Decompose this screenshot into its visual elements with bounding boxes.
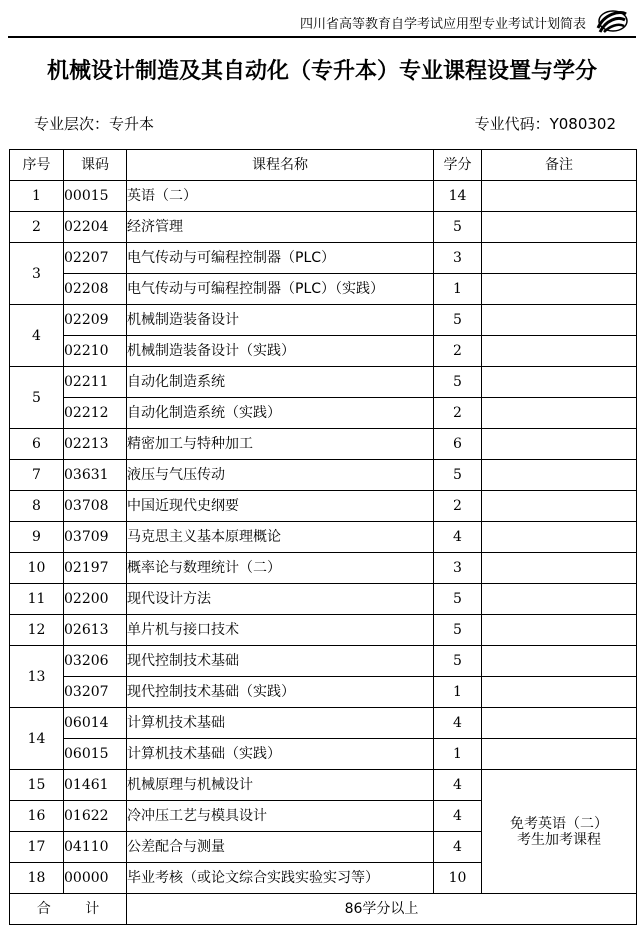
- row-course-credit: 5: [434, 212, 482, 243]
- row-course-credit: 5: [434, 305, 482, 336]
- column-header-name: 课程名称: [127, 150, 434, 181]
- row-course-credit: 2: [434, 491, 482, 522]
- row-course-code: 02197: [64, 553, 127, 584]
- column-header-code: 课码: [64, 150, 127, 181]
- row-course-credit: 1: [434, 274, 482, 305]
- row-course-name: 毕业考核（或论文综合实践实验实习等）: [127, 863, 434, 894]
- row-course-credit: 5: [434, 367, 482, 398]
- row-course-name: 英语（二）: [127, 181, 434, 212]
- column-header-note: 备注: [482, 150, 637, 181]
- row-course-credit: 4: [434, 770, 482, 801]
- row-course-credit: 5: [434, 584, 482, 615]
- row-course-name: 经济管理: [127, 212, 434, 243]
- course-table-body: [10, 181, 637, 894]
- row-course-name: 自动化制造系统: [127, 367, 434, 398]
- row-course-name: 公差配合与测量: [127, 832, 434, 863]
- table-row: [10, 491, 637, 522]
- row-course-credit: 2: [434, 336, 482, 367]
- row-course-code: 03631: [64, 460, 127, 491]
- row-seq: 14: [10, 708, 64, 770]
- row-course-code: 02613: [64, 615, 127, 646]
- table-row: [10, 646, 637, 677]
- table-row: [10, 305, 637, 336]
- total-label: 合 计: [10, 894, 127, 925]
- row-seq: 15: [10, 770, 64, 801]
- major-code: 专业代码：Y080302: [474, 115, 616, 133]
- table-row: [10, 460, 637, 491]
- row-course-credit: 4: [434, 522, 482, 553]
- row-note: [482, 181, 637, 212]
- row-note: [482, 367, 637, 398]
- row-course-credit: 1: [434, 739, 482, 770]
- row-note: [482, 677, 637, 708]
- row-course-code: 02200: [64, 584, 127, 615]
- row-course-code: 03709: [64, 522, 127, 553]
- row-course-credit: 2: [434, 398, 482, 429]
- row-course-credit: 3: [434, 553, 482, 584]
- row-course-code: 02211: [64, 367, 127, 398]
- table-row: [10, 739, 637, 770]
- row-seq: 4: [10, 305, 64, 367]
- table-row: [10, 770, 637, 801]
- course-table: [9, 149, 637, 925]
- row-seq: 17: [10, 832, 64, 863]
- table-row: [10, 708, 637, 739]
- row-note: [482, 646, 637, 677]
- row-course-name: 计算机技术基础（实践）: [127, 739, 434, 770]
- note-line-2: 考生加考课程: [517, 831, 601, 848]
- row-note: [482, 274, 637, 305]
- row-course-credit: 14: [434, 181, 482, 212]
- row-course-credit: 4: [434, 708, 482, 739]
- row-course-code: 02210: [64, 336, 127, 367]
- row-course-credit: 5: [434, 460, 482, 491]
- row-seq: 16: [10, 801, 64, 832]
- row-course-code: 01622: [64, 801, 127, 832]
- row-course-name: 电气传动与可编程控制器（PLC）: [127, 243, 434, 274]
- row-course-code: 03708: [64, 491, 127, 522]
- column-header-seq: 序号: [10, 150, 64, 181]
- row-course-name: 液压与气压传动: [127, 460, 434, 491]
- row-note: [482, 305, 637, 336]
- row-note: [482, 429, 637, 460]
- column-header-credit: 学分: [434, 150, 482, 181]
- row-course-code: 02204: [64, 212, 127, 243]
- table-row: [10, 243, 637, 274]
- row-course-name: 单片机与接口技术: [127, 615, 434, 646]
- row-course-name: 机械制造装备设计: [127, 305, 434, 336]
- row-seq: 2: [10, 212, 64, 243]
- table-row: [10, 212, 637, 243]
- row-note: [482, 615, 637, 646]
- row-course-name: 电气传动与可编程控制器（PLC）（实践）: [127, 274, 434, 305]
- row-course-credit: 4: [434, 801, 482, 832]
- row-course-credit: 6: [434, 429, 482, 460]
- row-course-name: 计算机技术基础: [127, 708, 434, 739]
- table-row: [10, 429, 637, 460]
- row-seq: 18: [10, 863, 64, 894]
- row-course-credit: 5: [434, 646, 482, 677]
- swirl-logo-icon: [594, 8, 630, 34]
- total-value: 86学分以上: [127, 894, 637, 925]
- table-row: [10, 398, 637, 429]
- row-course-code: 02208: [64, 274, 127, 305]
- row-course-code: 01461: [64, 770, 127, 801]
- row-course-credit: 5: [434, 615, 482, 646]
- table-row: [10, 367, 637, 398]
- table-row: [10, 181, 637, 212]
- table-row: [10, 677, 637, 708]
- major-level: 专业层次：专升本: [34, 115, 155, 133]
- row-course-code: 02209: [64, 305, 127, 336]
- row-course-code: 03207: [64, 677, 127, 708]
- row-course-code: 00000: [64, 863, 127, 894]
- note-line-1: 免考英语（二）: [510, 815, 608, 832]
- row-course-name: 机械制造装备设计（实践）: [127, 336, 434, 367]
- row-note: [482, 708, 637, 739]
- row-seq: 11: [10, 584, 64, 615]
- row-seq: 12: [10, 615, 64, 646]
- table-row: [10, 522, 637, 553]
- row-note: [482, 336, 637, 367]
- row-course-name: 马克思主义基本原理概论: [127, 522, 434, 553]
- row-note: [482, 243, 637, 274]
- row-course-credit: 1: [434, 677, 482, 708]
- row-course-name: 现代控制技术基础（实践）: [127, 677, 434, 708]
- header-title: 四川省高等教育自学考试应用型专业考试计划简表: [299, 17, 586, 32]
- row-seq: 10: [10, 553, 64, 584]
- row-note: [482, 460, 637, 491]
- row-course-code: 06014: [64, 708, 127, 739]
- row-note: [482, 739, 637, 770]
- page-header: [8, 6, 636, 38]
- row-course-code: 04110: [64, 832, 127, 863]
- table-header-row: [10, 150, 637, 181]
- row-course-name: 机械原理与机械设计: [127, 770, 434, 801]
- row-seq: 7: [10, 460, 64, 491]
- row-course-code: 02213: [64, 429, 127, 460]
- table-row: [10, 336, 637, 367]
- row-course-name: 冷冲压工艺与模具设计: [127, 801, 434, 832]
- row-note: [482, 522, 637, 553]
- row-course-name: 现代设计方法: [127, 584, 434, 615]
- table-row: [10, 615, 637, 646]
- row-course-code: 06015: [64, 739, 127, 770]
- row-note: [482, 491, 637, 522]
- row-course-code: 02207: [64, 243, 127, 274]
- row-seq: 1: [10, 181, 64, 212]
- table-row: [10, 584, 637, 615]
- row-course-credit: 4: [434, 832, 482, 863]
- row-seq: 13: [10, 646, 64, 708]
- total-row: [10, 894, 637, 925]
- row-seq: 6: [10, 429, 64, 460]
- row-course-credit: 3: [434, 243, 482, 274]
- row-seq: 9: [10, 522, 64, 553]
- row-course-name: 中国近现代史纲要: [127, 491, 434, 522]
- row-course-name: 精密加工与特种加工: [127, 429, 434, 460]
- row-note: [482, 584, 637, 615]
- table-row: [10, 274, 637, 305]
- row-course-name: 自动化制造系统（实践）: [127, 398, 434, 429]
- row-course-code: 00015: [64, 181, 127, 212]
- row-course-name: 现代控制技术基础: [127, 646, 434, 677]
- page-title: 机械设计制造及其自动化（专升本）专业课程设置与学分: [46, 59, 597, 84]
- table-row: [10, 553, 637, 584]
- row-course-code: 02212: [64, 398, 127, 429]
- row-course-code: 03206: [64, 646, 127, 677]
- row-seq: 8: [10, 491, 64, 522]
- row-seq: 3: [10, 243, 64, 305]
- row-course-name: 概率论与数理统计（二）: [127, 553, 434, 584]
- note-cell: [482, 770, 637, 894]
- row-seq: 5: [10, 367, 64, 429]
- row-note: [482, 212, 637, 243]
- row-note: [482, 553, 637, 584]
- row-note: [482, 398, 637, 429]
- row-course-credit: 10: [434, 863, 482, 894]
